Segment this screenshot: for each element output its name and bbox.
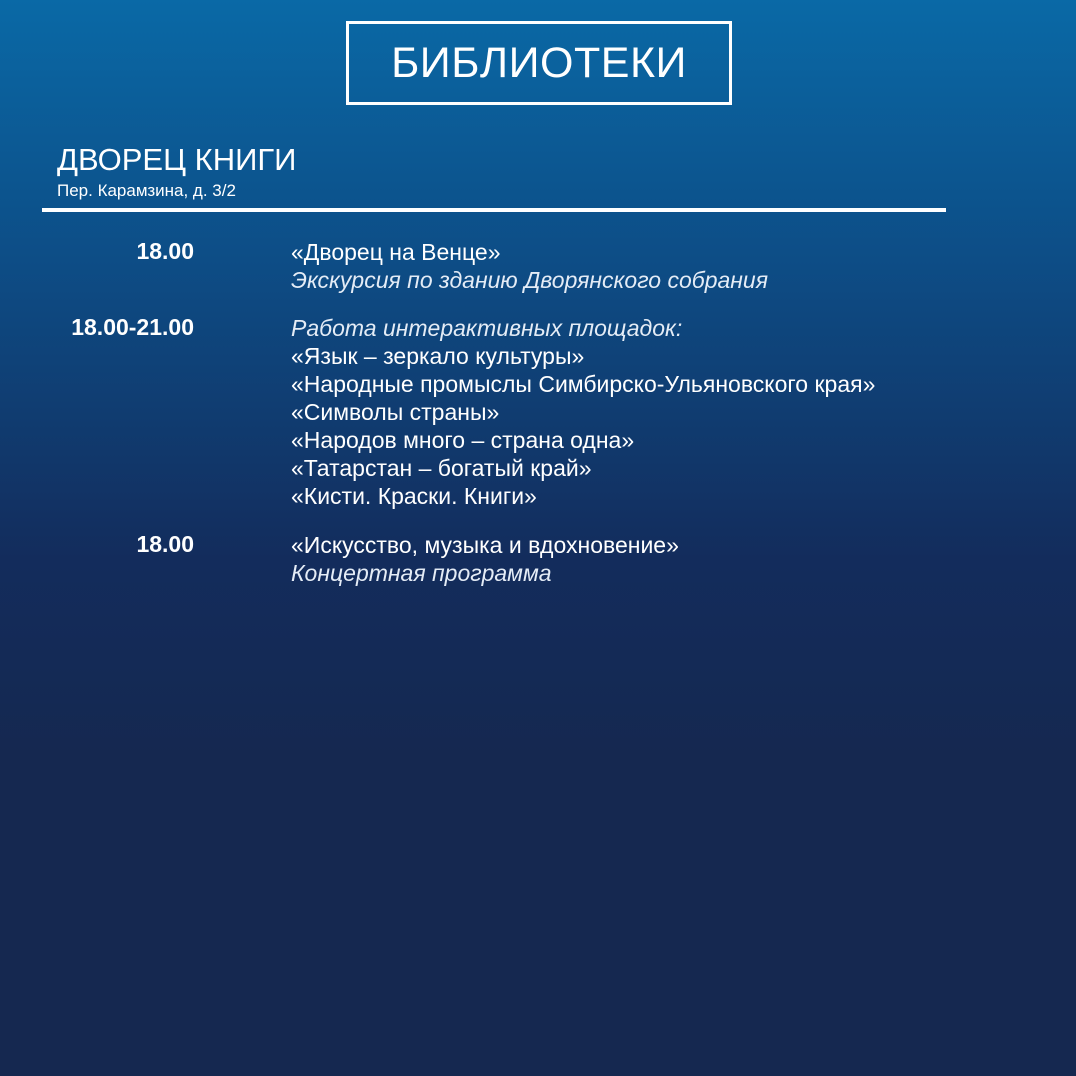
event-subtitle: Экскурсия по зданию Дворянского собрания xyxy=(291,267,769,293)
event-title: «Дворец на Венце» xyxy=(291,239,501,265)
event-activity: «Символы страны» xyxy=(291,399,500,425)
page-title-box xyxy=(346,21,732,105)
event-time: 18.00 xyxy=(136,238,194,264)
venue-divider xyxy=(42,208,946,212)
event-title: «Искусство, музыка и вдохновение» xyxy=(291,532,679,558)
event-time: 18.00 xyxy=(136,531,194,557)
page-title: БИБЛИОТЕКИ xyxy=(391,38,687,87)
event-description xyxy=(291,531,679,587)
venue-name: ДВОРЕЦ КНИГИ xyxy=(57,142,297,177)
event-time: 18.00-21.00 xyxy=(71,314,194,340)
event-activity: «Татарстан – богатый край» xyxy=(291,455,592,481)
event-activity: «Язык – зеркало культуры» xyxy=(291,343,585,369)
event-activity: «Народов много – страна одна» xyxy=(291,427,635,453)
event-description xyxy=(291,238,768,294)
event-subtitle: Концертная программа xyxy=(291,560,552,586)
venue-address: Пер. Карамзина, д. 3/2 xyxy=(57,181,236,200)
event-subtitle: Работа интерактивных площадок: xyxy=(291,315,683,341)
event-activity: «Народные промыслы Симбирско-Ульяновского края» xyxy=(291,371,876,397)
event-description xyxy=(291,314,875,510)
event-activity: «Кисти. Краски. Книги» xyxy=(291,483,537,509)
